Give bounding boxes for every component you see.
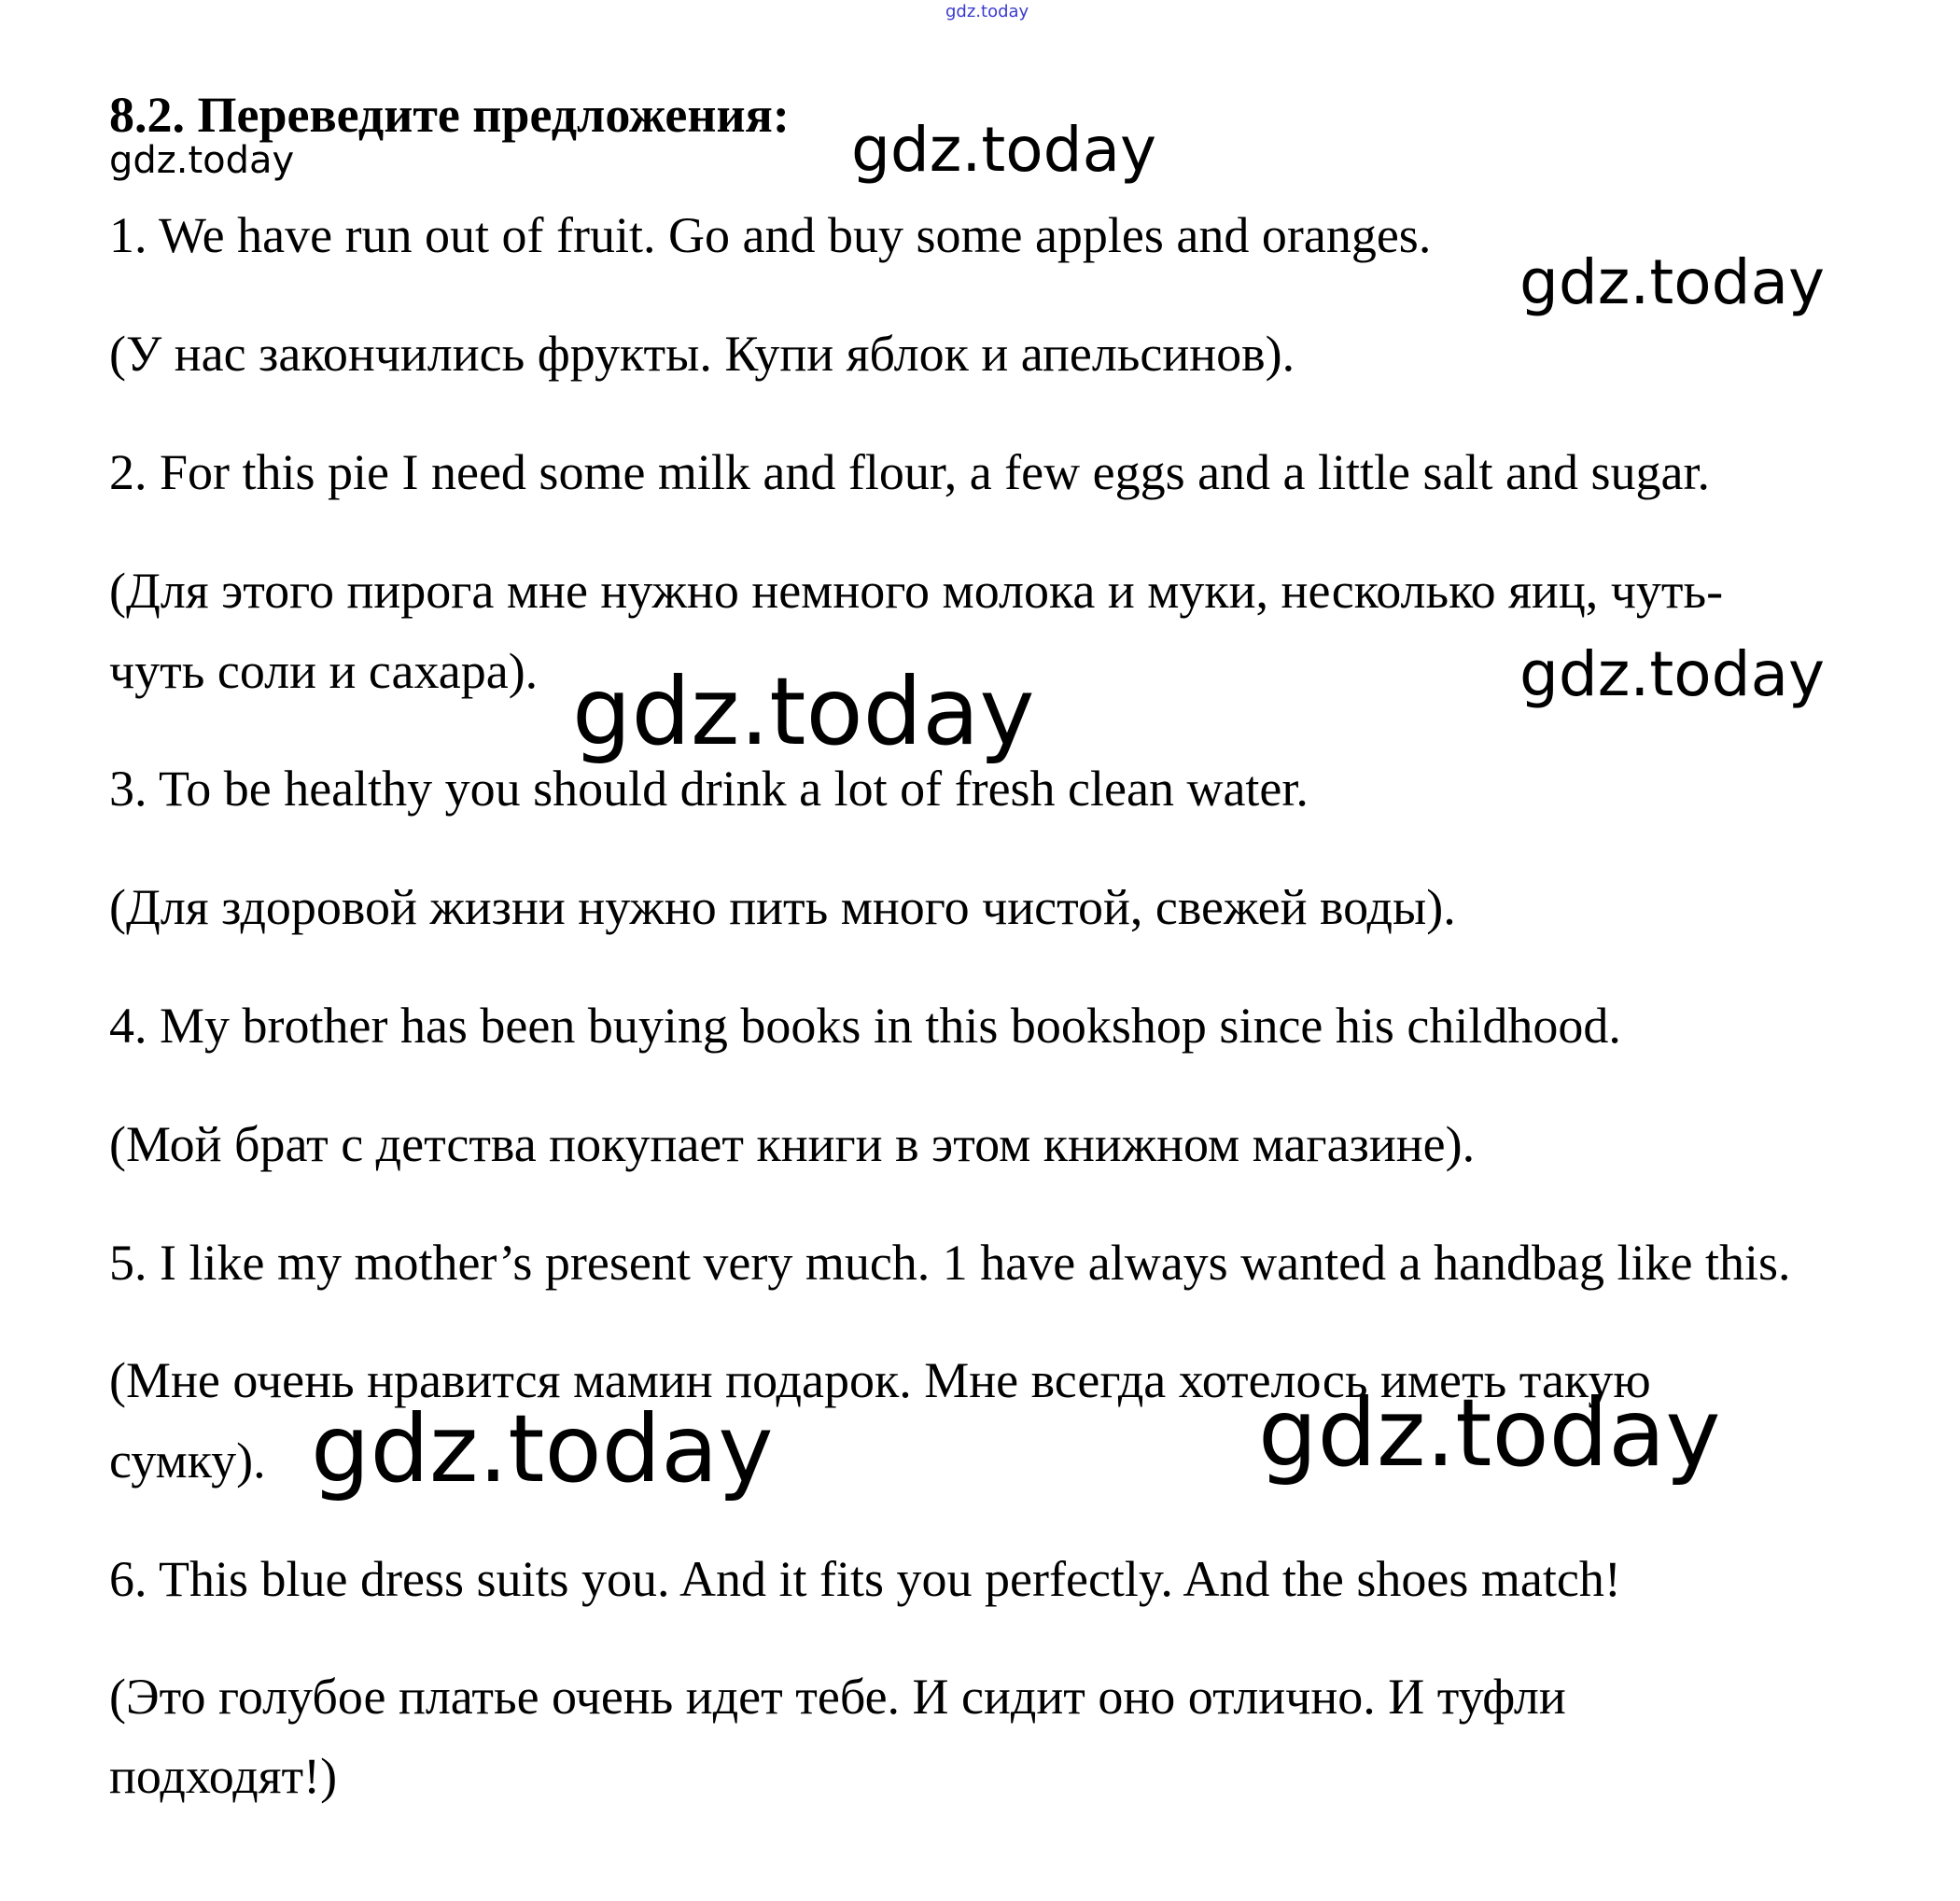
- item-6-english: 6. This blue dress suits you. And it fits you perfectly. And the shoes match!: [109, 1551, 1621, 1607]
- watermark: gdz.today: [109, 139, 295, 182]
- watermark: gdz.today: [851, 114, 1157, 186]
- item-2-english: 2. For this pie I need some milk and flour, a few eggs and a little salt and sugar.: [109, 444, 1710, 500]
- item-5-russian-line-1: (Мне очень нравится мамин подарок. Мне всегда хотелось иметь такую: [109, 1352, 1651, 1408]
- item-5-english: 5. I like my mother’s present very much. 1 have always wanted a handbag like this.: [109, 1235, 1791, 1291]
- item-4-english: 4. My brother has been buying books in this bookshop since his childhood.: [109, 998, 1621, 1054]
- item-4-russian-line-1: (Мой брат с детства покупает книги в этом книжном магазине).: [109, 1116, 1476, 1172]
- item-6-russian-line-2: подходят!): [109, 1748, 338, 1804]
- item-3-russian-line-1: (Для здоровой жизни нужно пить много чистой, свежей воды).: [109, 879, 1456, 935]
- item-1-russian-line-1: (У нас закончились фрукты. Купи яблок и апельсинов).: [109, 326, 1295, 382]
- watermark: gdz.today: [1519, 246, 1826, 318]
- watermark: gdz.today: [311, 1394, 774, 1503]
- watermark: gdz.today: [572, 657, 1035, 766]
- item-5-russian-line-2: сумку).: [109, 1433, 266, 1489]
- item-2-russian-line-2: чуть соли и сахара).: [109, 643, 539, 699]
- watermark-top: gdz.today: [945, 2, 1029, 21]
- watermark: gdz.today: [1519, 638, 1826, 710]
- watermark: gdz.today: [1258, 1378, 1721, 1488]
- exercise-heading: 8.2. Переведите предложения:: [109, 87, 790, 143]
- item-3-english: 3. To be healthy you should drink a lot of fresh clean water.: [109, 761, 1309, 817]
- item-6-russian-line-1: (Это голубое платье очень идет тебе. И сидит оно отлично. И туфли: [109, 1669, 1566, 1725]
- item-1-english: 1. We have run out of fruit. Go and buy some apples and oranges.: [109, 207, 1432, 263]
- item-2-russian-line-1: (Для этого пирога мне нужно немного молока и муки, несколько яиц, чуть-: [109, 563, 1724, 619]
